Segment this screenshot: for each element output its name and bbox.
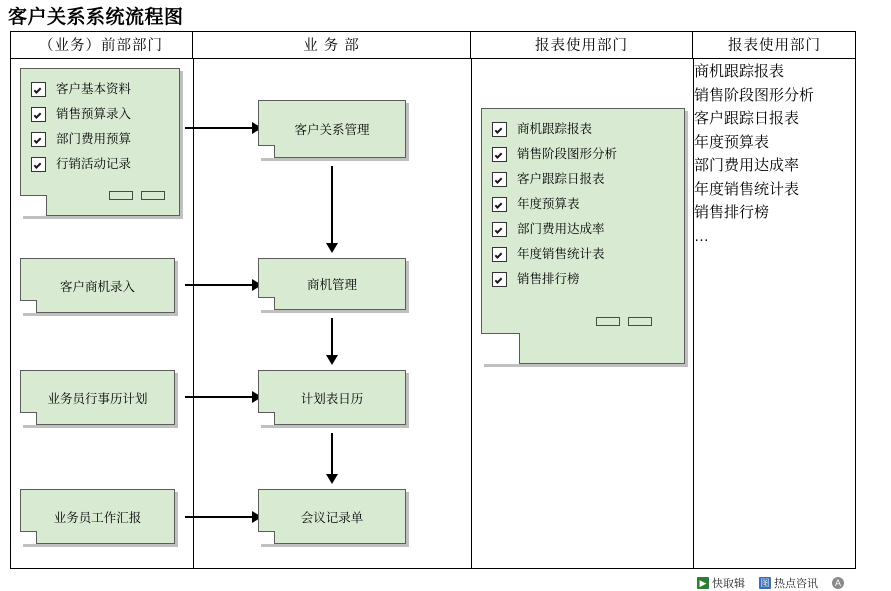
process-box-calendar	[258, 370, 406, 425]
list-item	[492, 217, 617, 242]
arrow-calendar-to-meeting	[331, 433, 333, 475]
footer-item-circle[interactable]	[832, 577, 847, 589]
arrow-plan-to-calendar	[185, 396, 253, 398]
left-box-label: 业务员工作汇报	[53, 510, 142, 525]
list-item-label: 销售排行榜	[517, 272, 580, 286]
dash-mark	[141, 191, 165, 200]
footer-item-quick-edit[interactable]	[697, 575, 745, 591]
input-checkbox-list	[31, 77, 131, 177]
hot-badge-icon: 图	[760, 578, 770, 588]
list-item-label: 商机跟踪报表	[517, 122, 593, 136]
checkbox-icon	[31, 82, 46, 97]
list-item-label: 销售预算录入	[56, 107, 132, 121]
list-item-label: 客户基本资料	[56, 82, 132, 96]
checkbox-icon	[492, 247, 507, 262]
column-header-row	[10, 31, 856, 59]
footer-item-label: 热点咨讯	[774, 578, 818, 590]
left-box-label: 客户商机录入	[59, 279, 135, 294]
column-header-report-users-1: 报表使用部门	[471, 31, 693, 58]
front-department-input-document	[20, 68, 180, 216]
corner-notch-icon	[20, 412, 37, 425]
corner-notch-icon	[20, 300, 37, 313]
arrow-report-to-meeting	[185, 516, 253, 518]
document-fold-icon	[20, 195, 47, 216]
list-item: 销售排行榜	[694, 204, 770, 221]
report-output-document	[481, 108, 685, 364]
list-item: 商机跟踪报表	[694, 63, 785, 80]
checkbox-icon	[492, 172, 507, 187]
list-item-label: 销售阶段图形分析	[517, 147, 618, 161]
list-item-label: 客户跟踪日报表	[517, 172, 605, 186]
play-badge-icon: ▶	[697, 577, 709, 589]
list-item	[492, 192, 617, 217]
list-item	[31, 152, 131, 177]
list-item	[492, 167, 617, 192]
list-item: 部门费用达成率	[694, 157, 800, 174]
list-item-label: 部门费用达成率	[517, 222, 605, 236]
list-item-label: 年度预算表	[517, 197, 580, 211]
circle-badge-icon: A	[832, 577, 844, 589]
process-box-opportunity	[258, 258, 406, 310]
checkbox-icon	[492, 272, 507, 287]
process-box-label: 客户关系管理	[294, 123, 370, 137]
document-dash-marks	[596, 317, 652, 326]
arrow-opportunity-to-calendar	[331, 318, 333, 356]
list-item	[492, 117, 617, 142]
checkbox-icon	[492, 222, 507, 237]
arrow-crm-to-opportunity	[331, 166, 333, 244]
column-divider-1	[193, 59, 194, 569]
report-text-list	[694, 60, 854, 248]
checkbox-icon	[492, 122, 507, 137]
left-box-label: 业务员行事历计划	[47, 391, 148, 406]
footer-item-label: 快取辑	[712, 578, 745, 590]
list-item: 年度销售统计表	[694, 180, 800, 198]
dash-mark	[109, 191, 133, 200]
process-box-label: 商机管理	[306, 278, 357, 292]
list-item-label: 年度销售统计表	[517, 247, 605, 261]
document-fold-icon	[481, 333, 520, 364]
left-box-work-report	[20, 489, 175, 544]
checkbox-icon	[31, 157, 46, 172]
list-item	[31, 127, 131, 152]
process-box-crm	[258, 100, 406, 158]
arrow-opportunity-to-management	[185, 284, 253, 286]
report-checkbox-list	[492, 117, 617, 292]
column-header-business-department: 业 务 部	[193, 31, 471, 58]
corner-notch-icon	[258, 412, 275, 425]
corner-notch-icon	[20, 531, 37, 544]
corner-notch-icon	[258, 297, 275, 310]
dash-mark	[628, 317, 652, 326]
column-divider-2	[471, 59, 472, 569]
checkbox-icon	[492, 197, 507, 212]
column-header-report-users-2: 报表使用部门	[728, 38, 821, 54]
checkbox-icon	[31, 107, 46, 122]
dash-mark	[596, 317, 620, 326]
left-box-calendar-plan	[20, 370, 175, 425]
list-item	[31, 77, 131, 102]
list-item: 客户跟踪日报表	[694, 110, 800, 127]
process-box-meeting-record	[258, 489, 406, 544]
list-item: …	[694, 227, 709, 245]
corner-notch-icon	[258, 531, 275, 544]
left-box-opportunity-entry	[20, 258, 175, 313]
process-box-label: 计划表日历	[300, 391, 364, 406]
process-box-label: 会议记录单	[300, 510, 364, 525]
list-item-label: 部门费用预算	[56, 132, 132, 146]
list-item	[492, 242, 617, 267]
list-item	[31, 102, 131, 127]
document-dash-marks	[109, 191, 165, 200]
list-item	[492, 267, 617, 292]
list-item: 销售阶段图形分析	[694, 86, 815, 104]
corner-notch-icon	[258, 145, 275, 158]
list-item: 年度预算表	[694, 133, 770, 151]
list-item	[492, 142, 617, 167]
list-item-label: 行销活动记录	[56, 157, 132, 171]
arrow-input-to-crm	[185, 127, 253, 129]
page-title: 客户关系系统流程图	[8, 7, 184, 28]
footer-item-hot-news[interactable]	[759, 575, 818, 591]
column-header-front-department: （业务）前部部门	[10, 31, 193, 58]
footer-bar	[697, 575, 847, 591]
checkbox-icon	[31, 132, 46, 147]
checkbox-icon	[492, 147, 507, 162]
